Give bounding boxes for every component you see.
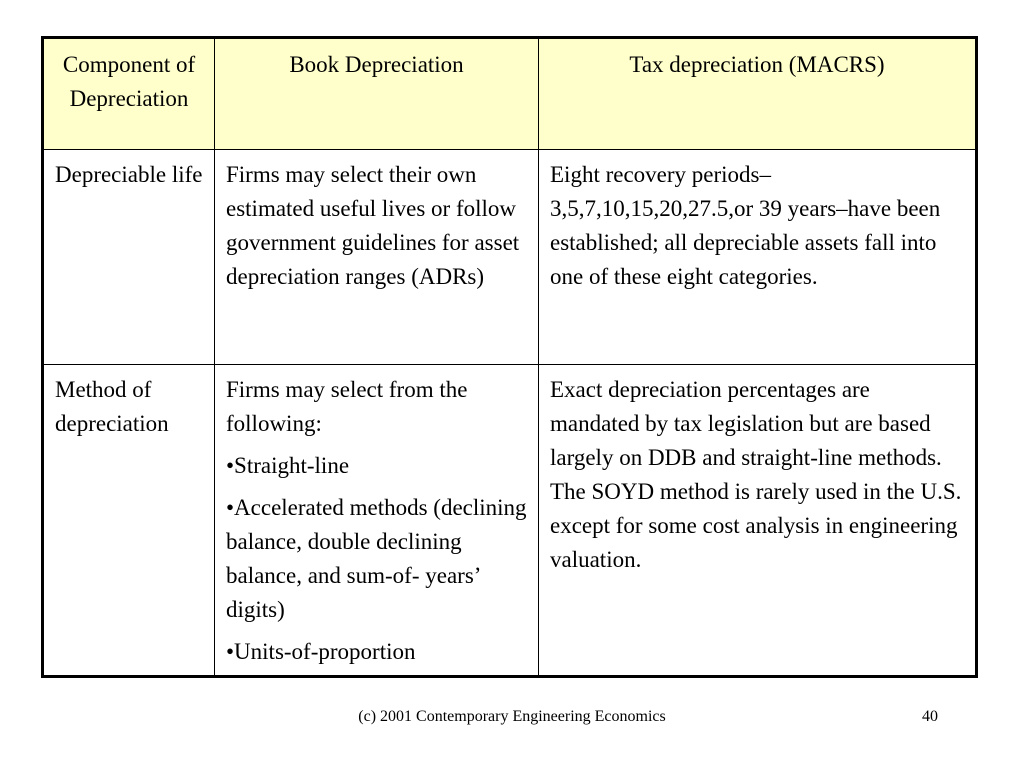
book-method-intro: Firms may select from the following: [226,377,468,436]
book-method-bullet: •Units-of-proportion [226,639,416,664]
cell-tax-depreciable-life: Eight recovery periods–3,5,7,10,15,20,27.5,or 39 years–have been established; all depreciable assets fall into one of these eight categories. [539,150,977,365]
table-row [43,150,977,365]
depreciation-comparison-table [41,36,978,678]
book-method-bullet: •Straight-line [226,453,350,478]
footer-copyright: (c) 2001 Contemporary Engineering Economics [358,708,666,725]
cell-component-depreciable-life: Depreciable life [43,150,215,365]
page-number: 40 [922,708,938,725]
cell-book-depreciable-life: Firms may select their own estimated useful lives or follow government guidelines for asset depreciation ranges (ADRs) [215,150,539,365]
table-row [43,365,977,677]
header-tax-depreciation: Tax depreciation (MACRS) [539,38,977,150]
header-component: Component of Depreciation [43,38,215,150]
cell-book-method [215,365,539,677]
book-method-bullet: •Accelerated methods (declining balance, double declining balance, and sum-of- years’ digits) [226,495,527,622]
table-header-row [43,38,977,150]
header-book-depreciation: Book Depreciation [215,38,539,150]
cell-component-method: Method of depreciation [43,365,215,677]
cell-tax-method: Exact depreciation percentages are mandated by tax legislation but are based largely on DDB and straight-line methods. The SOYD method is rarely used in the U.S. except for some cost analysis in engineering valuation. [539,365,977,677]
